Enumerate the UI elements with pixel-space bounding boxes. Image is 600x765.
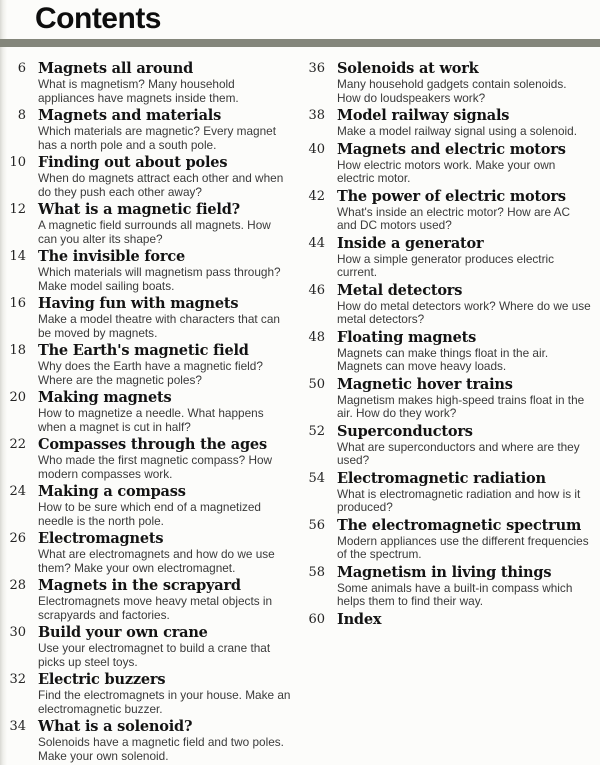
entry-description: How to be sure which end of a magnetized needle is the north pole. [38,500,261,528]
entry-page-number: 58 [308,564,325,580]
toc-entry [307,423,592,468]
page-title: Contents [35,2,161,35]
title-divider-bar [0,39,600,47]
entry-page-number: 26 [9,531,26,546]
toc-entry [8,530,293,575]
entry-description: Which materials are magnetic? Every magnet has a north pole and a south pole. [38,124,276,152]
toc-entry [307,564,592,609]
toc-entry [8,483,293,528]
entry-page-number: 14 [9,249,26,264]
entry-title: Index [337,610,382,628]
entry-title: Superconductors [337,422,473,440]
entry-page-number: 10 [9,155,26,170]
entry-title: Magnets and electric motors [337,140,566,158]
toc-entry [307,141,592,186]
entry-title: The invisible force [38,248,185,265]
entry-title: Magnets in the scrapyard [38,577,241,594]
entry-title: What is a solenoid? [38,718,193,735]
entry-page-number: 60 [308,611,325,627]
entry-body [38,154,293,199]
toc-entry [8,624,293,669]
entry-description: How do metal detectors work? Where do we use metal detectors? [337,298,591,326]
entry-description: What are superconductors and where are they used? [337,439,580,467]
entry-page-number: 8 [17,108,26,123]
toc-entry [8,248,293,293]
entry-page-number: 54 [308,470,325,486]
entry-description: Many household gadgets contain solenoids. How do loudspeakers work? [337,77,567,105]
entry-body [337,611,592,628]
entry-body [38,483,293,528]
entry-description: Magnets can make things float in the air. Magnets can move heavy loads. [337,345,549,373]
entry-title: The Earth's magnetic field [38,342,249,359]
entry-page-number: 20 [9,390,26,405]
entry-body [38,201,293,246]
entry-description: Magnetism makes high-speed trains float in the air. How do they work? [337,392,585,420]
toc-entry [8,295,293,340]
entry-page-number: 28 [9,578,26,593]
entry-title: Inside a generator [337,234,484,252]
entry-body [337,423,592,468]
entry-title: Magnetism in living things [337,563,552,581]
entry-description: How electric motors work. Make your own electric motor. [337,157,556,185]
entry-title: Solenoids at work [337,60,479,77]
entry-body [337,60,592,105]
entry-body [38,436,293,481]
entry-title: Making magnets [38,389,172,406]
entry-title: Model railway signals [337,107,510,124]
entry-body [38,389,293,434]
entry-body [38,530,293,575]
toc-entry [8,671,293,716]
entry-body [38,671,293,716]
entry-description: Which materials will magnetism pass through? Make model sailing boats. [38,265,281,293]
entry-body [337,141,592,186]
entry-description: A magnetic field surrounds all magnets. How can you alter its shape? [38,218,271,246]
entry-description: Why does the Earth have a magnetic field? Where are the magnetic poles? [38,359,263,387]
entry-title: Metal detectors [337,281,463,299]
entry-title: Magnetic hover trains [337,375,513,393]
entry-page-number: 18 [9,343,26,358]
toc-entry [8,107,293,152]
entry-title: Electric buzzers [38,671,166,688]
toc-entry [307,107,592,139]
entry-description: Use your electromagnet to build a crane that picks up steel toys. [38,641,271,669]
toc-entry [307,611,592,628]
entry-body [38,295,293,340]
entry-description: Find the electromagnets in your house. Make an electromagnetic buzzer. [38,688,291,716]
entry-body [38,248,293,293]
entry-body [337,376,592,421]
toc-entry [8,154,293,199]
entry-title: Having fun with magnets [38,295,239,312]
entry-title: Build your own crane [38,624,208,641]
toc-entry [307,517,592,562]
toc-right-column [307,60,592,765]
entry-page-number: 32 [9,672,26,687]
entry-body [337,329,592,374]
entry-title: Magnets and materials [38,107,222,124]
entry-description: What is magnetism? Many household appliances have magnets inside them. [38,77,239,105]
toc-entry [307,329,592,374]
entry-body [337,188,592,233]
toc-left-column [8,60,293,765]
entry-body [337,282,592,327]
entry-body [38,718,293,763]
entry-description: What is electromagnetic radiation and how is it produced? [337,486,581,514]
entry-page-number: 46 [308,282,325,298]
toc-entry [8,718,293,763]
entry-page-number: 36 [308,61,325,76]
toc-entry [8,436,293,481]
entry-page-number: 52 [308,423,325,439]
entry-title: The power of electric motors [337,187,566,205]
entry-page-number: 50 [308,376,325,392]
entry-title: What is a magnetic field? [38,201,240,218]
entry-body [337,564,592,609]
toc-entry [307,188,592,233]
entry-description: What's inside an electric motor? How are AC and DC motors used? [337,204,571,232]
toc-entry [307,376,592,421]
entry-description: Who made the first magnetic compass? How modern compasses work. [38,453,273,481]
entry-title: Finding out about poles [38,154,228,171]
entry-title: The electromagnetic spectrum [337,516,582,534]
entry-description: Some animals have a built-in compass which helps them to find their way. [337,580,573,608]
entry-page-number: 42 [308,188,325,204]
toc-entry [307,282,592,327]
toc-entry [307,60,592,105]
entry-description: Make a model railway signal using a solenoid. [337,124,577,138]
entry-description: Electromagnets move heavy metal objects in scrapyards and factories. [38,594,273,622]
toc-entry [8,577,293,622]
toc-entry [8,342,293,387]
entry-page-number: 56 [308,517,325,533]
entry-page-number: 44 [308,235,325,251]
entry-title: Magnets all around [38,60,194,77]
entry-page-number: 16 [9,296,26,311]
entry-description: What are electromagnets and how do we use them? Make your own electromagnet. [38,547,275,575]
toc-columns [0,47,600,765]
entry-title: Electromagnets [38,530,164,547]
entry-description: How to magnetize a needle. What happens when a magnet is cut in half? [38,406,264,434]
toc-entry [8,389,293,434]
toc-entry [307,470,592,515]
entry-body [38,107,293,152]
entry-title: Electromagnetic radiation [337,469,546,487]
entry-body [38,577,293,622]
entry-body [38,60,293,105]
toc-entry [8,60,293,105]
entry-title: Making a compass [38,483,186,500]
entry-page-number: 40 [308,141,325,157]
entry-page-number: 24 [9,484,26,499]
entry-description: Make a model theatre with characters that can be moved by magnets. [38,312,280,340]
entry-body [337,235,592,280]
toc-entry [8,201,293,246]
entry-page-number: 38 [308,108,325,123]
entry-body [337,107,592,139]
entry-description: Solenoids have a magnetic field and two poles. Make your own solenoid. [38,735,284,763]
entry-title: Floating magnets [337,328,477,346]
entry-body [38,624,293,669]
entry-title: Compasses through the ages [38,436,267,453]
entry-page-number: 22 [9,437,26,452]
entry-page-number: 30 [9,625,26,640]
entry-description: How a simple generator produces electric current. [337,251,555,279]
entry-page-number: 12 [9,202,26,217]
entry-page-number: 6 [17,61,26,76]
entry-page-number: 48 [308,329,325,345]
entry-body [38,342,293,387]
entry-body [337,470,592,515]
toc-entry [307,235,592,280]
entry-body [337,517,592,562]
entry-description: Modern appliances use the different frequencies of the spectrum. [337,533,589,561]
entry-page-number: 34 [9,719,26,734]
entry-description: When do magnets attract each other and when do they push each other away? [38,171,284,199]
